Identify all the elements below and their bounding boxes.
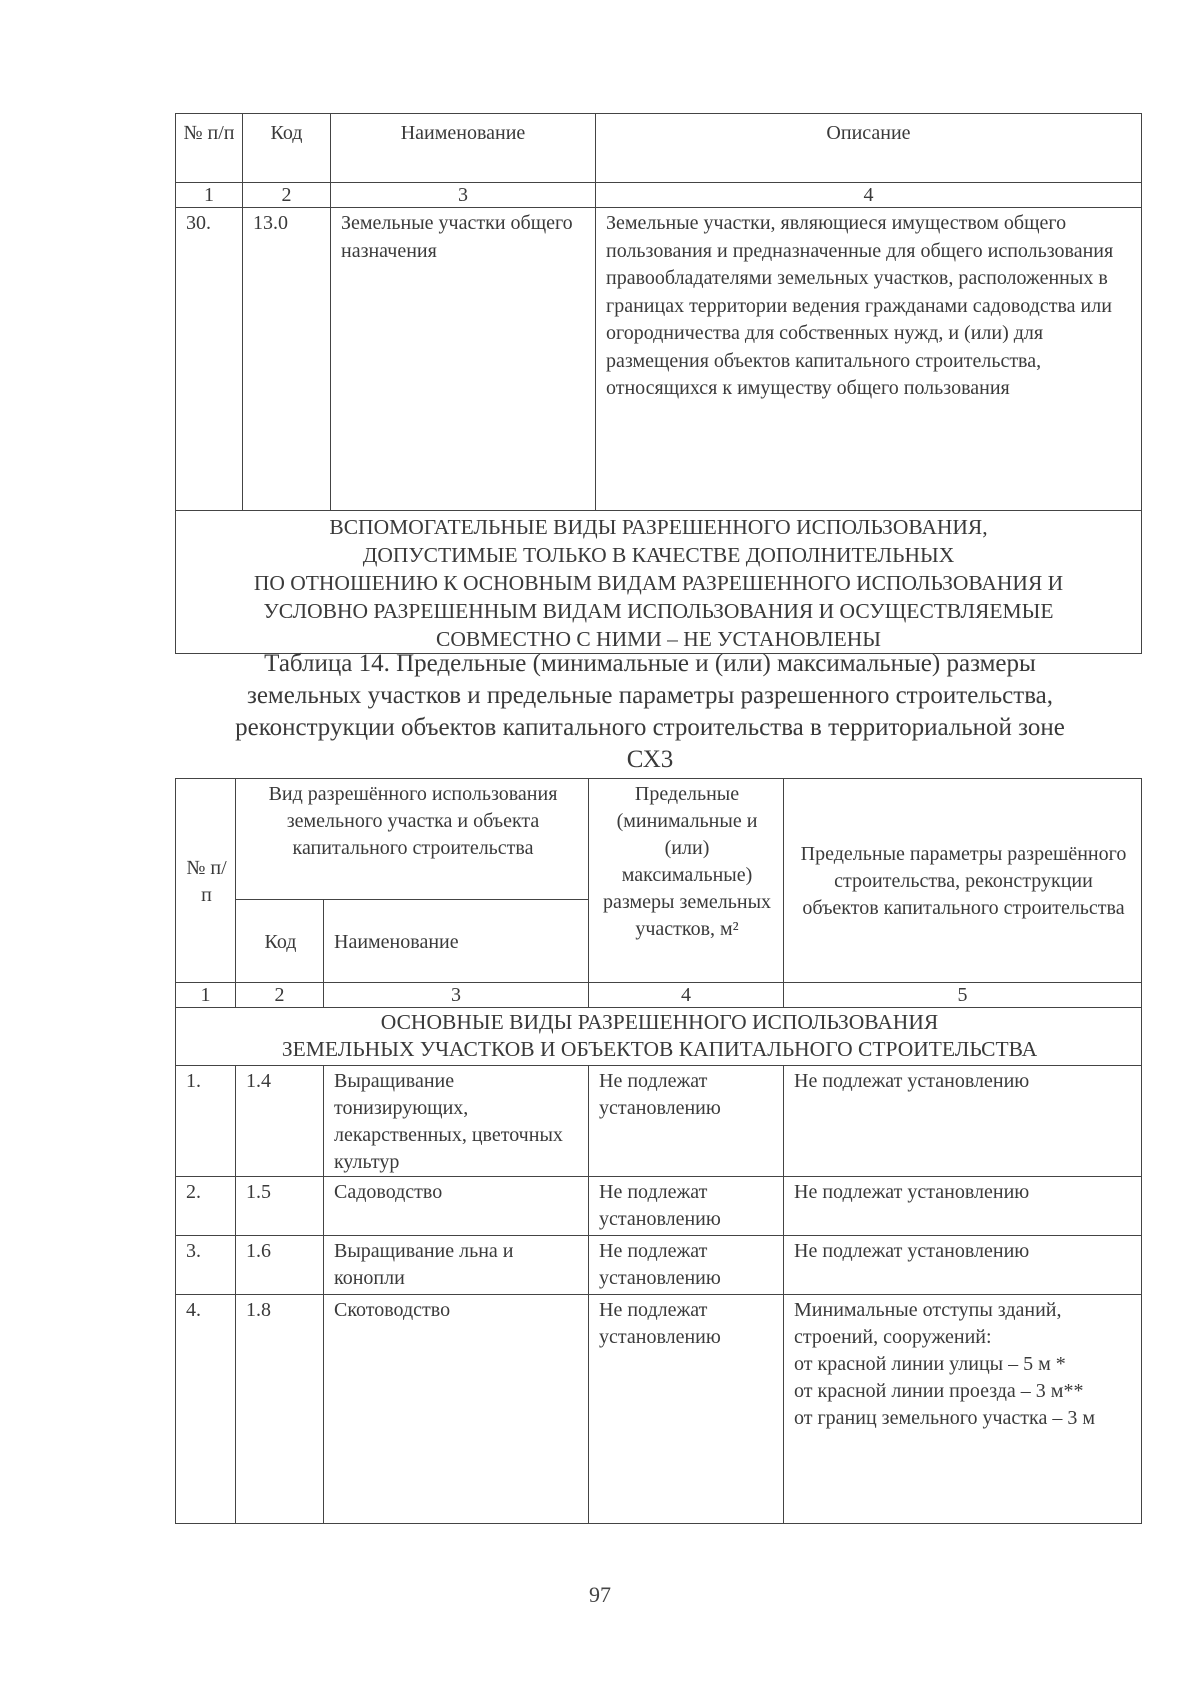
caption-line: Таблица 14. Предельные (минимальные и (или) максимальные) размеры xyxy=(264,650,1036,677)
table-caption xyxy=(160,648,1140,776)
caption-line: реконструкции объектов капитального строительства в территориальной зоне xyxy=(235,714,1065,741)
row-name: Садоводство xyxy=(324,1177,589,1236)
row-num: 2. xyxy=(176,1177,236,1236)
params-line: Минимальные отступы зданий, строений, сооружений: xyxy=(794,1299,1062,1348)
section-note-line: ПО ОТНОШЕНИЮ К ОСНОВНЫМ ВИДАМ РАЗРЕШЕННОГО ИСПОЛЬЗОВАНИЯ И xyxy=(253,571,1064,595)
row-params: Не подлежат установлению xyxy=(784,1066,1142,1177)
col-number: 4 xyxy=(596,183,1142,208)
table-header-row xyxy=(176,114,1142,183)
row-sizes: Не подлежат установлению xyxy=(589,1295,784,1524)
table-row xyxy=(176,208,1142,511)
row-num: 1. xyxy=(176,1066,236,1177)
params-line: от красной линии проезда – 3 м** xyxy=(794,1380,1084,1402)
section-note-line: ДОПУСТИМЫЕ ТОЛЬКО В КАЧЕСТВЕ ДОПОЛНИТЕЛЬНЫХ xyxy=(362,543,955,567)
table-row xyxy=(176,1295,1142,1524)
table-row xyxy=(176,1177,1142,1236)
section-note-line: УСЛОВНО РАЗРЕШЕННЫМ ВИДАМ ИСПОЛЬЗОВАНИЯ И ОСУЩЕСТВЛЯЕМЫЕ xyxy=(263,599,1054,623)
params-line: от границ земельного участка – 3 м xyxy=(794,1407,1095,1429)
header-name: Наименование xyxy=(324,900,589,983)
params-line: от красной линии улицы – 5 м * xyxy=(794,1353,1066,1375)
header-sizes: Предельные (минимальные и (или) максимальные) размеры земельных участков, м² xyxy=(589,779,784,983)
col-number: 5 xyxy=(784,983,1142,1008)
header-params: Предельные параметры разрешённого строительства, реконструкции объектов капитального строительства xyxy=(784,779,1142,983)
section-title-line: ОСНОВНЫЕ ВИДЫ РАЗРЕШЕННОГО ИСПОЛЬЗОВАНИЯ xyxy=(380,1010,939,1034)
table-header-row xyxy=(176,779,1142,900)
section-note xyxy=(176,511,1142,654)
row-sizes: Не подлежат установлению xyxy=(589,1066,784,1177)
caption-line: СХ3 xyxy=(626,746,674,773)
row-code: 1.5 xyxy=(236,1177,324,1236)
header-num: № п/п xyxy=(176,114,243,183)
table-row xyxy=(176,1066,1142,1177)
header-description: Описание xyxy=(596,114,1142,183)
section-row xyxy=(176,1008,1142,1066)
row-params: Не подлежат установлению xyxy=(784,1236,1142,1295)
row-params: Не подлежат установлению xyxy=(784,1177,1142,1236)
header-num: № п/п xyxy=(176,779,236,983)
row-code: 13.0 xyxy=(243,208,331,511)
row-name: Выращивание льна и конопли xyxy=(324,1236,589,1295)
header-vid: Вид разрешённого использования земельного участка и объекта капитального строительства xyxy=(236,779,589,900)
row-code: 1.8 xyxy=(236,1295,324,1524)
row-num: 3. xyxy=(176,1236,236,1295)
header-code: Код xyxy=(243,114,331,183)
section-title xyxy=(176,1008,1142,1066)
col-number: 4 xyxy=(589,983,784,1008)
col-number: 2 xyxy=(236,983,324,1008)
row-name: Скотоводство xyxy=(324,1295,589,1524)
row-name: Земельные участки общего назначения xyxy=(331,208,596,511)
column-numbers-row xyxy=(176,183,1142,208)
row-code: 1.6 xyxy=(236,1236,324,1295)
header-code: Код xyxy=(236,900,324,983)
row-name: Выращивание тонизирующих, лекарственных, цветочных культур xyxy=(324,1066,589,1177)
col-number: 2 xyxy=(243,183,331,208)
section-note-row xyxy=(176,511,1142,654)
row-params xyxy=(784,1295,1142,1524)
table-row xyxy=(176,1236,1142,1295)
section-note-line: СОВМЕСТНО С НИМИ – НЕ УСТАНОВЛЕНЫ xyxy=(435,627,882,651)
limits-table xyxy=(175,778,1142,1524)
row-num: 4. xyxy=(176,1295,236,1524)
header-name: Наименование xyxy=(331,114,596,183)
table-continuation xyxy=(175,113,1142,654)
row-sizes: Не подлежат установлению xyxy=(589,1177,784,1236)
row-code: 1.4 xyxy=(236,1066,324,1177)
section-note-line: ВСПОМОГАТЕЛЬНЫЕ ВИДЫ РАЗРЕШЕННОГО ИСПОЛЬЗОВАНИЯ, xyxy=(329,515,988,539)
col-number: 3 xyxy=(331,183,596,208)
row-num: 30. xyxy=(176,208,243,511)
row-description: Земельные участки, являющиеся имуществом общего пользования и предназначенные для общего использования правообладателями земельных участков, расположенных в границах территории ведения гражданами садоводства или огородничества для собственных нужд, и (или) для размещения объектов капитального строительства, относящихся к имуществу общего пользования xyxy=(596,208,1142,511)
section-title-line: ЗЕМЕЛЬНЫХ УЧАСТКОВ И ОБЪЕКТОВ КАПИТАЛЬНОГО СТРОИТЕЛЬСТВА xyxy=(281,1037,1038,1061)
caption-line: земельных участков и предельные параметры разрешенного строительства, xyxy=(246,682,1054,709)
row-sizes: Не подлежат установлению xyxy=(589,1236,784,1295)
col-number: 3 xyxy=(324,983,589,1008)
page-number: 97 xyxy=(589,1582,611,1607)
col-number: 1 xyxy=(176,183,243,208)
column-numbers-row xyxy=(176,983,1142,1008)
col-number: 1 xyxy=(176,983,236,1008)
